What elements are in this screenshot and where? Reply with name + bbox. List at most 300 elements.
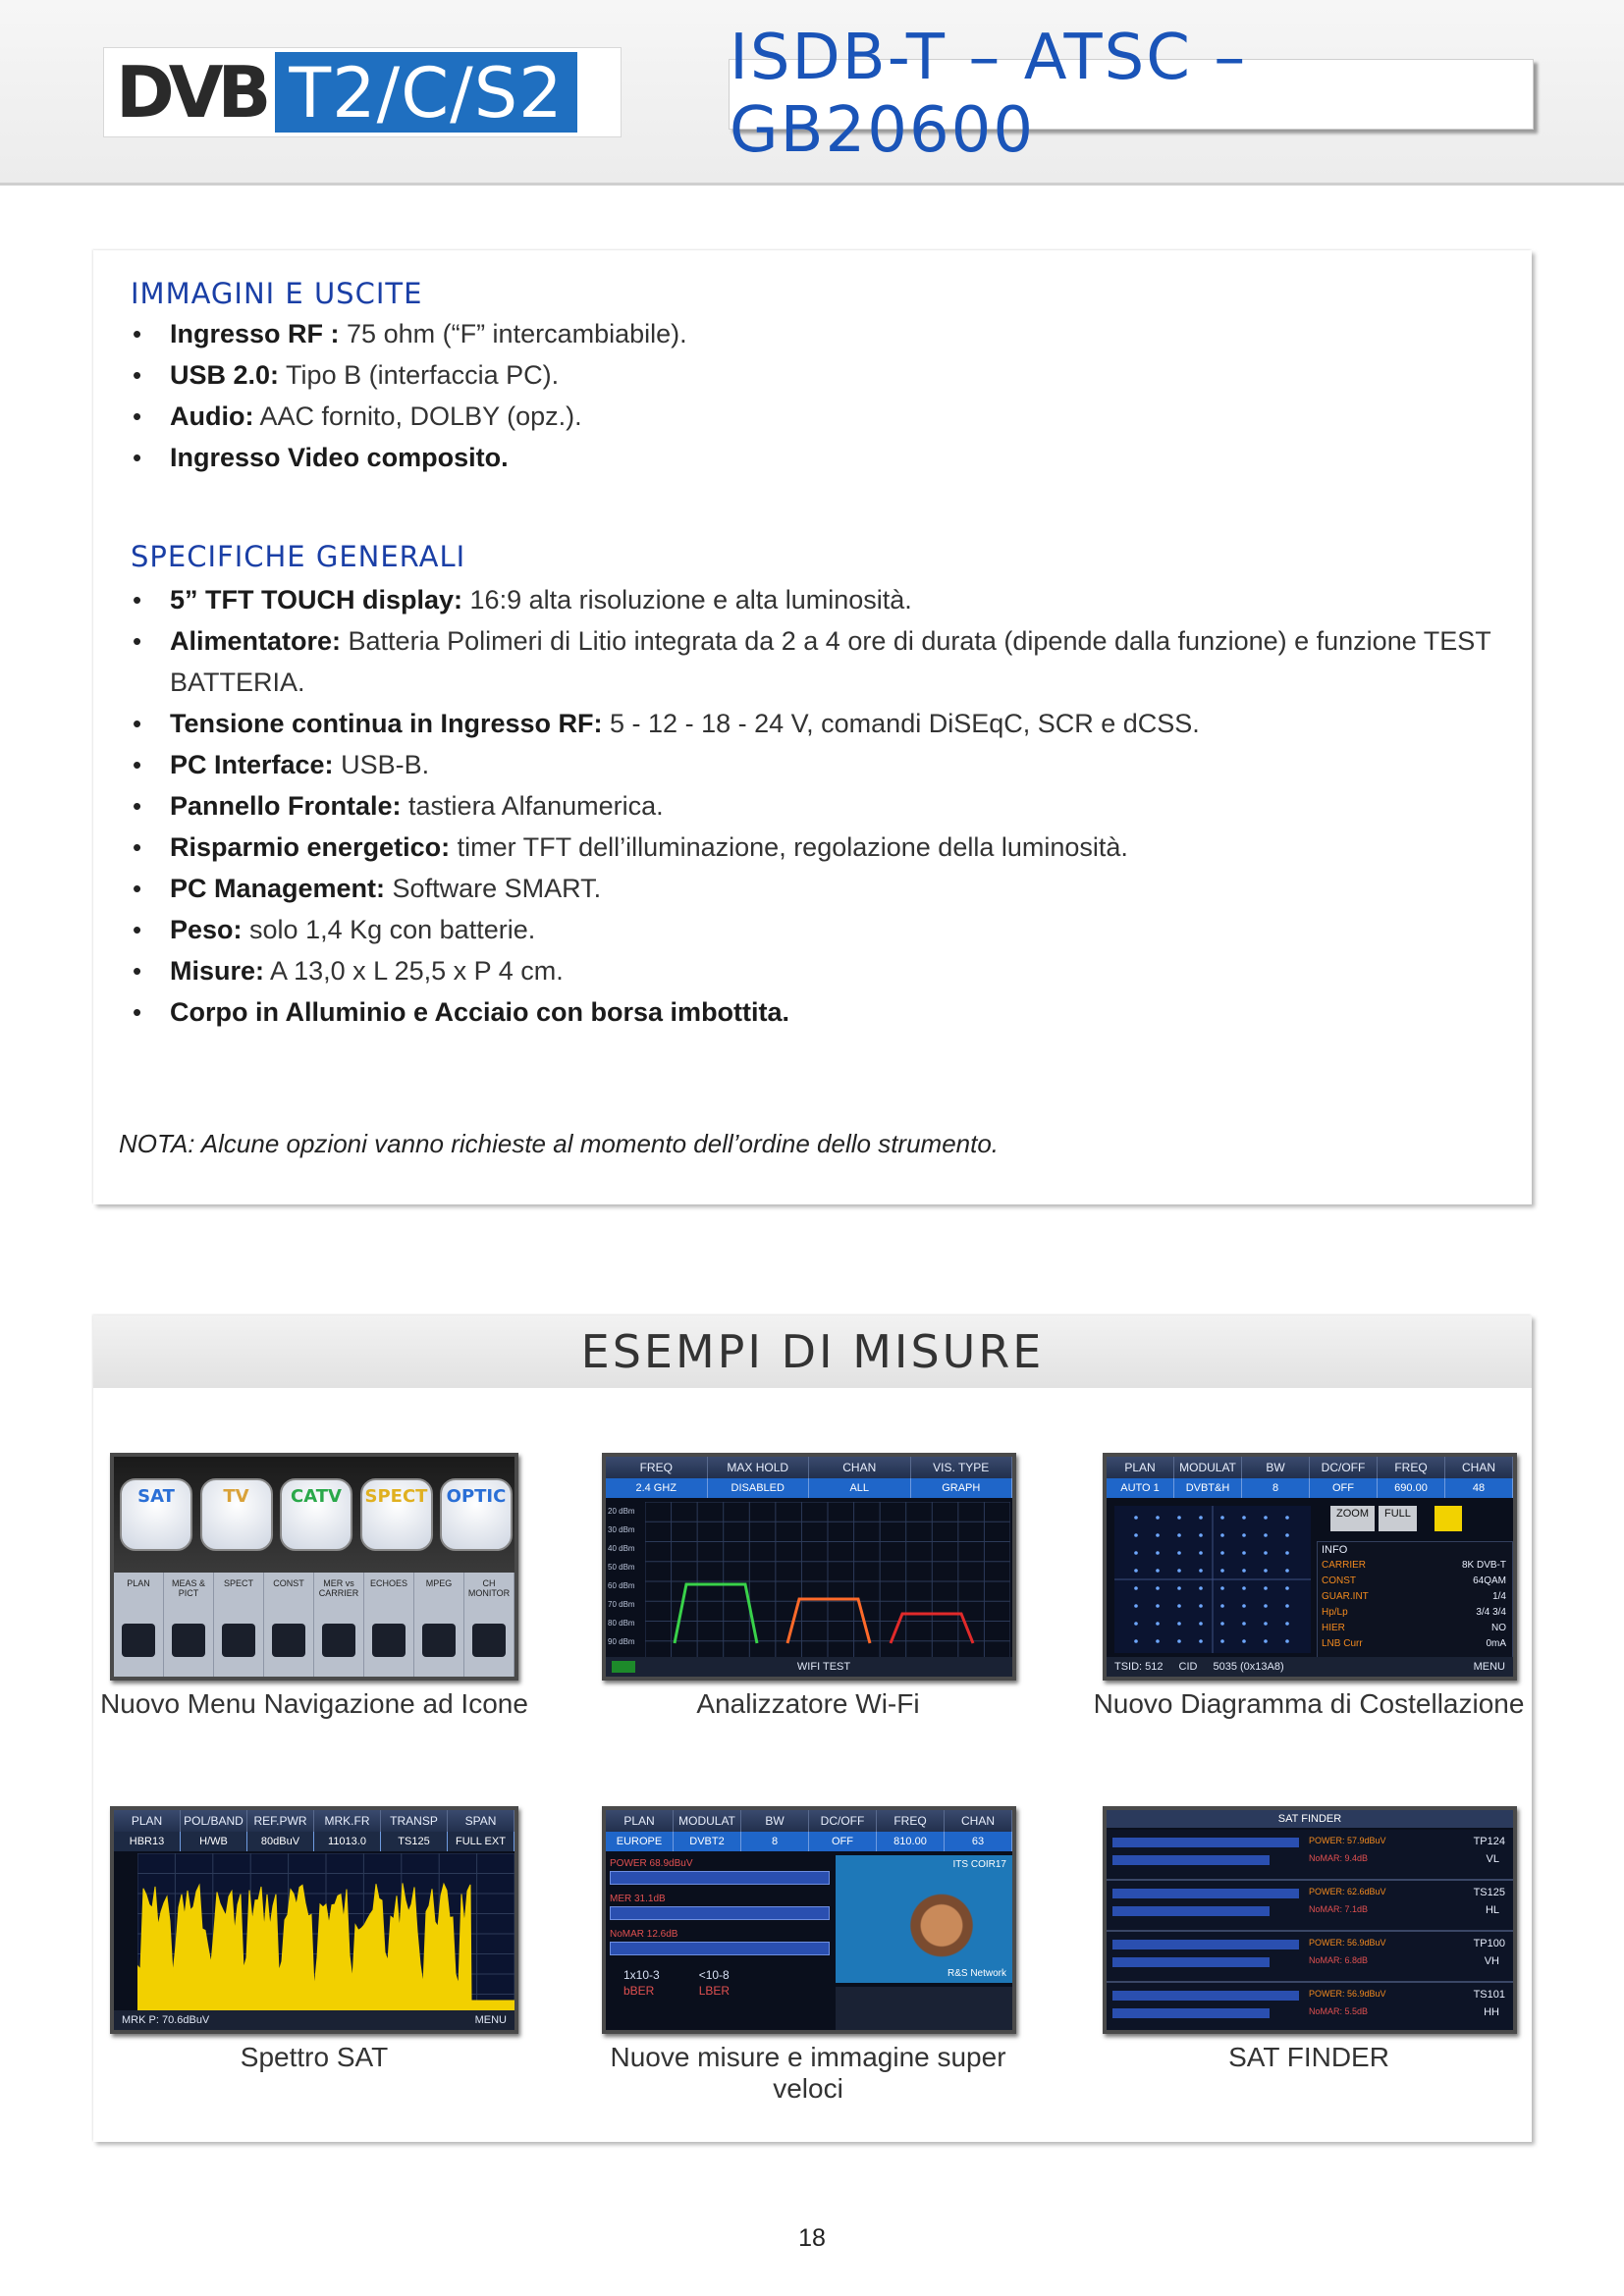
info-row bbox=[1322, 1574, 1506, 1589]
note-body: Alcune opzioni vanno richieste al momento dell’ordine dello strumento. bbox=[194, 1129, 1000, 1158]
bar-cell: BW bbox=[1242, 1457, 1310, 1478]
dvb-logo-text: DVB bbox=[116, 51, 266, 133]
zoom-button[interactable]: ZOOM bbox=[1330, 1506, 1375, 1531]
bar-cell: VIS. TYPE bbox=[911, 1457, 1013, 1478]
caption-sat-spectrum: Spettro SAT bbox=[240, 2042, 389, 2072]
measure-label: MER 31.1dB bbox=[610, 1894, 666, 1904]
screen5-values bbox=[606, 1832, 1012, 1851]
sat-bar bbox=[1112, 1991, 1299, 2001]
bar-cell: DISABLED bbox=[708, 1478, 810, 1498]
info-key: CARRIER bbox=[1322, 1560, 1367, 1571]
constellation-point bbox=[1285, 1533, 1289, 1537]
constellation-point bbox=[1220, 1533, 1224, 1537]
y-tick-label: 30 dBm bbox=[608, 1525, 635, 1534]
constellation-point bbox=[1177, 1569, 1181, 1573]
constellation-point bbox=[1285, 1551, 1289, 1555]
list-item bbox=[131, 991, 1495, 1033]
constellation-point bbox=[1220, 1639, 1224, 1643]
info-key: HIER bbox=[1322, 1623, 1345, 1633]
sat-bar bbox=[1112, 1838, 1299, 1847]
menu-subicon-label: PLAN bbox=[127, 1578, 150, 1588]
bar-cell: 8 bbox=[1242, 1478, 1310, 1498]
menu-subicon-glyph bbox=[422, 1624, 456, 1657]
item-label: PC Interface: bbox=[170, 750, 334, 779]
menu-subicon[interactable] bbox=[414, 1573, 464, 1677]
bar-cell: 80dBuV bbox=[247, 1832, 314, 1851]
item-text: Software SMART. bbox=[385, 874, 602, 903]
info-value: 64QAM bbox=[1473, 1575, 1506, 1586]
examples-header bbox=[93, 1315, 1532, 1388]
bar-cell: PLAN bbox=[606, 1810, 674, 1832]
list-item bbox=[131, 868, 1495, 909]
constellation-point bbox=[1156, 1516, 1160, 1520]
menu-subicon-glyph bbox=[272, 1624, 305, 1657]
info-value: 8K DVB-T bbox=[1461, 1560, 1506, 1571]
sat-finder-row bbox=[1107, 1830, 1513, 1881]
item-label: Alimentatore: bbox=[170, 626, 342, 656]
bar-cell: FREQ bbox=[606, 1457, 708, 1478]
bar-cell: H/WB bbox=[181, 1832, 247, 1851]
constellation-point bbox=[1199, 1551, 1203, 1555]
bar-cell: FULL EXT bbox=[448, 1832, 514, 1851]
bar-cell: TS125 bbox=[381, 1832, 448, 1851]
constellation-point bbox=[1264, 1586, 1268, 1590]
bar-cell: CHAN bbox=[809, 1457, 911, 1478]
constellation-point bbox=[1199, 1639, 1203, 1643]
constellation-point bbox=[1242, 1569, 1246, 1573]
menu-subicon-label: MPEG bbox=[425, 1578, 453, 1588]
item-label: Ingresso Video composito. bbox=[170, 443, 509, 472]
constellation-point bbox=[1156, 1604, 1160, 1608]
item-text: Batteria Polimeri di Litio integrata da 2 a 4 ore di durata (dipende dalla funzione) e funzione TEST BATTERIA. bbox=[170, 626, 1491, 697]
sat-pol: VH bbox=[1484, 1955, 1499, 1967]
list-item bbox=[131, 909, 1495, 950]
measure-label: NoMAR 12.6dB bbox=[610, 1929, 678, 1940]
sat-finder-row bbox=[1107, 1932, 1513, 1983]
note-text bbox=[119, 1129, 999, 1159]
list-item bbox=[131, 437, 1495, 478]
sat-finder-title: SAT FINDER bbox=[1107, 1810, 1513, 1828]
item-label: Misure: bbox=[170, 956, 265, 986]
menu-icon-label: TV bbox=[223, 1486, 249, 1507]
bar-cell: PLAN bbox=[1107, 1457, 1174, 1478]
menu-icon-label: SPECT bbox=[364, 1486, 428, 1507]
sat-power: POWER: 62.6dBuV bbox=[1309, 1887, 1386, 1896]
constellation-point bbox=[1220, 1569, 1224, 1573]
constellation-point bbox=[1264, 1516, 1268, 1520]
item-label: 5” TFT TOUCH display: bbox=[170, 585, 463, 614]
screen5-header bbox=[606, 1810, 1012, 1832]
item-label: Ingresso RF : bbox=[170, 319, 340, 348]
screenshot-sat-finder bbox=[1103, 1806, 1517, 2034]
screenshot-measures-image bbox=[602, 1806, 1016, 2034]
constellation-point bbox=[1199, 1569, 1203, 1573]
menu-subicon-glyph bbox=[172, 1624, 205, 1657]
caption-measures-image: Nuove misure e immagine super veloci bbox=[610, 2042, 1006, 2104]
constellation-point bbox=[1177, 1622, 1181, 1626]
sat-nmar: NoMAR: 7.1dB bbox=[1309, 1904, 1369, 1914]
constellation-point bbox=[1156, 1622, 1160, 1626]
item-text: A 13,0 x L 25,5 x P 4 cm. bbox=[264, 956, 564, 986]
bar-cell: 48 bbox=[1445, 1478, 1513, 1498]
screen2-spectrum-plot bbox=[645, 1502, 1010, 1661]
item-text: 16:9 alta risoluzione e alta luminosità. bbox=[462, 585, 912, 614]
page-header bbox=[0, 0, 1624, 186]
y-tick-label: 60 dBm bbox=[608, 1581, 635, 1590]
caption-icon-menu: Nuovo Menu Navigazione ad Icone bbox=[100, 1688, 528, 1719]
footer-item: 5035 (0x13A8) bbox=[1213, 1661, 1284, 1673]
info-rows bbox=[1322, 1558, 1506, 1652]
bar-cell: AUTO 1 bbox=[1107, 1478, 1174, 1498]
constellation-point bbox=[1134, 1622, 1138, 1626]
menu-subicon-label: ECHOES bbox=[369, 1578, 407, 1588]
bar-cell: 63 bbox=[945, 1832, 1012, 1851]
constellation-point bbox=[1285, 1569, 1289, 1573]
screen1-bottom-icons bbox=[114, 1573, 514, 1677]
constellation-point bbox=[1264, 1551, 1268, 1555]
constellation-point bbox=[1177, 1516, 1181, 1520]
constellation-point bbox=[1156, 1639, 1160, 1643]
menu-subicon[interactable] bbox=[114, 1573, 164, 1677]
list-item bbox=[131, 396, 1495, 437]
info-value: 1/4 bbox=[1492, 1591, 1506, 1602]
info-value: 3/4 3/4 bbox=[1476, 1607, 1506, 1618]
examples-title: ESEMPI DI MISURE bbox=[580, 1325, 1045, 1378]
constellation-point bbox=[1199, 1533, 1203, 1537]
screen2-header bbox=[606, 1457, 1012, 1478]
constellation-point bbox=[1285, 1516, 1289, 1520]
footer-item: TSID: 512 bbox=[1114, 1661, 1164, 1673]
constellation-point bbox=[1220, 1604, 1224, 1608]
sat-bar bbox=[1112, 1906, 1270, 1916]
menu-icon-label: SAT bbox=[137, 1486, 175, 1507]
info-row bbox=[1322, 1558, 1506, 1574]
dvb-logo bbox=[103, 47, 622, 137]
menu-icon-label: CATV bbox=[291, 1486, 342, 1507]
bar-cell: FREQ bbox=[877, 1810, 945, 1832]
screen4-header bbox=[114, 1810, 514, 1832]
measure-bar bbox=[610, 1906, 830, 1920]
bar-cell: MODULAT bbox=[674, 1810, 741, 1832]
item-label: Audio: bbox=[170, 401, 254, 431]
screen3-info-panel bbox=[1317, 1541, 1513, 1659]
list-item bbox=[131, 354, 1495, 396]
menu-subicon[interactable] bbox=[314, 1573, 364, 1677]
caption-sat-finder: SAT FINDER bbox=[1228, 2042, 1389, 2072]
constellation-point bbox=[1134, 1604, 1138, 1608]
menu-subicon[interactable] bbox=[264, 1573, 314, 1677]
y-tick-label: 40 dBm bbox=[608, 1544, 635, 1553]
section-title-specifiche: SPECIFICHE GENERALI bbox=[131, 540, 466, 573]
screenshot-constellation bbox=[1103, 1453, 1517, 1681]
screen3-zoom-controls bbox=[1330, 1506, 1462, 1531]
screen2-values bbox=[606, 1478, 1012, 1498]
item-text: tastiera Alfanumerica. bbox=[401, 791, 664, 821]
screen2-y-labels bbox=[608, 1502, 643, 1651]
item-text: solo 1,4 Kg con batterie. bbox=[242, 915, 536, 944]
sat-power: POWER: 56.9dBuV bbox=[1309, 1938, 1386, 1948]
ber1-value: 1x10-3 bbox=[623, 1968, 660, 1982]
bar-cell: MODULAT bbox=[1174, 1457, 1242, 1478]
bar-cell: DVBT&H bbox=[1174, 1478, 1242, 1498]
sat-power: POWER: 57.9dBuV bbox=[1309, 1836, 1386, 1845]
bar-cell: CHAN bbox=[945, 1810, 1012, 1832]
menu-icon-tv[interactable] bbox=[200, 1478, 273, 1551]
constellation-point bbox=[1134, 1639, 1138, 1643]
page-number: 18 bbox=[798, 2224, 826, 2252]
item-label: Peso: bbox=[170, 915, 243, 944]
sat-tp: TS101 bbox=[1473, 1989, 1505, 2001]
list-item bbox=[131, 950, 1495, 991]
constellation-point bbox=[1242, 1551, 1246, 1555]
wifi-channel-trace bbox=[675, 1584, 757, 1643]
screen5-info-panel bbox=[836, 1987, 1012, 2030]
full-button[interactable]: FULL bbox=[1379, 1506, 1417, 1531]
constellation-point bbox=[1264, 1569, 1268, 1573]
item-label: PC Management: bbox=[170, 874, 386, 903]
constellation-point bbox=[1199, 1604, 1203, 1608]
screenshot-icon-menu bbox=[110, 1453, 518, 1681]
item-label: Pannello Frontale: bbox=[170, 791, 402, 821]
isdb-logo-text: ISDB-T – ATSC – GB20600 bbox=[730, 22, 1248, 167]
constellation-point bbox=[1242, 1586, 1246, 1590]
screen2-footer-label: WIFI TEST bbox=[796, 1661, 851, 1673]
note-label: NOTA: bbox=[119, 1129, 195, 1158]
constellation-point bbox=[1177, 1639, 1181, 1643]
bar-cell: POL/BAND bbox=[181, 1810, 247, 1832]
constellation-point bbox=[1156, 1533, 1160, 1537]
menu-subicon[interactable] bbox=[464, 1573, 514, 1677]
bar-cell: REF.PWR bbox=[247, 1810, 314, 1832]
ber2-value: <10-8 bbox=[698, 1968, 730, 1982]
constellation-point bbox=[1264, 1604, 1268, 1608]
constellation-point bbox=[1242, 1622, 1246, 1626]
isdb-logo bbox=[729, 22, 1534, 167]
y-tick-label: 70 dBm bbox=[608, 1600, 635, 1609]
y-tick-label: 90 dBm bbox=[608, 1637, 635, 1646]
menu-subicon-glyph bbox=[322, 1624, 355, 1657]
info-row bbox=[1322, 1636, 1506, 1652]
screen3-values bbox=[1107, 1478, 1513, 1498]
bar-cell: TRANSP bbox=[381, 1810, 448, 1832]
screen5-ber-block bbox=[623, 1967, 730, 1999]
list-item bbox=[131, 744, 1495, 785]
sat-nmar: NoMAR: 9.4dB bbox=[1309, 1853, 1369, 1863]
bar-cell: ALL bbox=[809, 1478, 911, 1498]
bar-cell: 11013.0 bbox=[314, 1832, 381, 1851]
menu-subicon-label: MER vs CARRIER bbox=[318, 1578, 359, 1598]
constellation-point bbox=[1242, 1516, 1246, 1520]
menu-icon-optic[interactable] bbox=[440, 1478, 513, 1551]
constellation-point bbox=[1220, 1551, 1224, 1555]
constellation-point bbox=[1242, 1604, 1246, 1608]
ber2-label: LBER bbox=[698, 1984, 731, 1998]
battery-icon bbox=[612, 1661, 635, 1673]
constellation-point bbox=[1177, 1533, 1181, 1537]
info-title: INFO bbox=[1322, 1544, 1348, 1556]
menu-subicon-label: MEAS & PICT bbox=[171, 1578, 205, 1598]
constellation-point bbox=[1264, 1639, 1268, 1643]
menu-subicon-label: SPECT bbox=[223, 1578, 253, 1588]
info-row bbox=[1322, 1589, 1506, 1605]
bar-cell: OFF bbox=[809, 1832, 877, 1851]
network-name: R&S Network bbox=[947, 1968, 1006, 1979]
item-label: USB 2.0: bbox=[170, 360, 280, 390]
item-text: USB-B. bbox=[333, 750, 430, 779]
measure-label: POWER 68.9dBuV bbox=[610, 1858, 693, 1869]
constellation-point bbox=[1285, 1586, 1289, 1590]
bar-cell: GRAPH bbox=[911, 1478, 1013, 1498]
y-tick-label: 80 dBm bbox=[608, 1619, 635, 1628]
bar-cell: MAX HOLD bbox=[708, 1457, 810, 1478]
bar-cell: DC/OFF bbox=[1310, 1457, 1378, 1478]
menu-icon-sat[interactable] bbox=[120, 1478, 192, 1551]
bar-cell: EUROPE bbox=[606, 1832, 674, 1851]
sat-pol: HL bbox=[1485, 1904, 1499, 1916]
menu-subicon-glyph bbox=[122, 1624, 155, 1657]
constellation-point bbox=[1199, 1516, 1203, 1520]
screen3-constellation-plot bbox=[1114, 1506, 1311, 1653]
constellation-point bbox=[1156, 1551, 1160, 1555]
sat-tp: TP124 bbox=[1473, 1836, 1505, 1847]
menu-icon-label: OPTIC bbox=[446, 1486, 507, 1507]
bar-cell: BW bbox=[741, 1810, 809, 1832]
measure-bar bbox=[610, 1871, 830, 1885]
sat-pol: VL bbox=[1486, 1853, 1499, 1865]
sat-tp: TS125 bbox=[1473, 1887, 1505, 1898]
sat-finder-row bbox=[1107, 1881, 1513, 1932]
screen4-footer bbox=[114, 2010, 514, 2030]
list-item bbox=[131, 620, 1495, 703]
sat-bar bbox=[1112, 1889, 1299, 1898]
constellation-point bbox=[1134, 1586, 1138, 1590]
bar-cell: DC/OFF bbox=[809, 1810, 877, 1832]
constellation-point bbox=[1177, 1586, 1181, 1590]
menu-subicon[interactable] bbox=[364, 1573, 414, 1677]
menu-subicon-glyph bbox=[222, 1624, 255, 1657]
constellation-point bbox=[1285, 1604, 1289, 1608]
item-text: 5 - 12 - 18 - 24 V, comandi DiSEqC, SCR e dCSS. bbox=[602, 709, 1200, 738]
bar-cell: FREQ bbox=[1378, 1457, 1445, 1478]
bar-cell: PLAN bbox=[114, 1810, 181, 1832]
constellation-point bbox=[1264, 1622, 1268, 1626]
screen4-spectrum-plot bbox=[137, 1853, 514, 2014]
footer-item[interactable]: MENU bbox=[474, 2014, 507, 2026]
menu-subicon-glyph bbox=[472, 1624, 506, 1657]
constellation-point bbox=[1285, 1622, 1289, 1626]
bar-cell: 690.00 bbox=[1378, 1478, 1445, 1498]
sat-finder-row bbox=[1107, 1983, 1513, 2034]
y-tick-label: 20 dBm bbox=[608, 1507, 635, 1516]
info-row bbox=[1322, 1621, 1506, 1636]
sat-bar bbox=[1112, 1940, 1299, 1949]
screen4-values bbox=[114, 1832, 514, 1851]
constellation-point bbox=[1242, 1533, 1246, 1537]
info-row bbox=[1322, 1605, 1506, 1621]
y-tick-label: 50 dBm bbox=[608, 1563, 635, 1572]
footer-item[interactable]: MENU bbox=[1473, 1661, 1505, 1673]
sat-pol: HH bbox=[1484, 2006, 1499, 2018]
item-label: Corpo in Alluminio e Acciaio con borsa imbottita. bbox=[170, 997, 790, 1027]
info-value: 0mA bbox=[1486, 1638, 1506, 1649]
info-value: NO bbox=[1491, 1623, 1506, 1633]
constellation-point bbox=[1177, 1604, 1181, 1608]
section-title-immagini: IMMAGINI E USCITE bbox=[131, 277, 423, 310]
constellation-point bbox=[1220, 1516, 1224, 1520]
specifiche-list bbox=[131, 579, 1495, 1033]
constellation-point bbox=[1220, 1622, 1224, 1626]
menu-subicon[interactable] bbox=[214, 1573, 264, 1677]
constellation-point bbox=[1199, 1586, 1203, 1590]
constellation-point bbox=[1134, 1551, 1138, 1555]
item-label: Risparmio energetico: bbox=[170, 832, 451, 862]
info-key: LNB Curr bbox=[1322, 1638, 1363, 1649]
screen5-measure-bars bbox=[610, 1857, 830, 1963]
spec-box bbox=[93, 250, 1532, 1204]
constellation-point bbox=[1220, 1586, 1224, 1590]
screenshot-wifi bbox=[602, 1453, 1016, 1681]
item-label: Tensione continua in Ingresso RF: bbox=[170, 709, 603, 738]
item-text: AAC fornito, DOLBY (opz.). bbox=[253, 401, 582, 431]
sat-nmar: NoMAR: 5.5dB bbox=[1309, 2006, 1369, 2016]
sat-power: POWER: 56.9dBuV bbox=[1309, 1989, 1386, 1999]
marker-swatch bbox=[1435, 1506, 1462, 1531]
constellation-point bbox=[1156, 1569, 1160, 1573]
dvb-standard-text: T2/C/S2 bbox=[275, 52, 576, 133]
item-text: timer TFT dell’illuminazione, regolazione della luminosità. bbox=[450, 832, 1128, 862]
item-text: 75 ohm (“F” intercambiabile). bbox=[339, 319, 687, 348]
constellation-point bbox=[1199, 1622, 1203, 1626]
info-key: GUAR.INT bbox=[1322, 1591, 1369, 1602]
list-item bbox=[131, 313, 1495, 354]
caption-constellation: Nuovo Diagramma di Costellazione bbox=[1093, 1688, 1525, 1719]
menu-subicon[interactable] bbox=[164, 1573, 214, 1677]
sat-bar bbox=[1112, 1957, 1270, 1967]
footer-item: CID bbox=[1178, 1661, 1198, 1673]
menu-subicon-label: CH MONITOR bbox=[467, 1578, 511, 1598]
bar-cell: HBR13 bbox=[114, 1832, 181, 1851]
sat-bar bbox=[1112, 2008, 1270, 2018]
constellation-point bbox=[1285, 1639, 1289, 1643]
immagini-list bbox=[131, 313, 1495, 478]
menu-subicon-glyph bbox=[372, 1624, 406, 1657]
screen1-top-icons bbox=[120, 1478, 513, 1549]
bar-cell: 2.4 GHZ bbox=[606, 1478, 708, 1498]
bar-cell: MRK.FR bbox=[314, 1810, 381, 1832]
menu-icon-spect[interactable] bbox=[360, 1478, 433, 1551]
constellation-point bbox=[1156, 1586, 1160, 1590]
item-text: Tipo B (interfaccia PC). bbox=[279, 360, 560, 390]
bar-cell: DVBT2 bbox=[674, 1832, 741, 1851]
sat-nmar: NoMAR: 6.8dB bbox=[1309, 1955, 1369, 1965]
tv-image-turtle bbox=[836, 1855, 1012, 1983]
channel-name: ITS COIR17 bbox=[952, 1859, 1006, 1870]
bar-cell: SPAN bbox=[448, 1810, 514, 1832]
screenshot-sat-spectrum bbox=[110, 1806, 518, 2034]
menu-icon-catv[interactable] bbox=[280, 1478, 352, 1551]
ber1-label: bBER bbox=[623, 1984, 655, 1998]
constellation-point bbox=[1242, 1639, 1246, 1643]
screen3-header bbox=[1107, 1457, 1513, 1478]
screen2-footer bbox=[606, 1657, 1012, 1677]
list-item bbox=[131, 827, 1495, 868]
bar-cell: 8 bbox=[741, 1832, 809, 1851]
sat-bar bbox=[1112, 1855, 1270, 1865]
bar-cell: OFF bbox=[1310, 1478, 1378, 1498]
constellation-point bbox=[1177, 1551, 1181, 1555]
constellation-point bbox=[1264, 1533, 1268, 1537]
list-item bbox=[131, 703, 1495, 744]
